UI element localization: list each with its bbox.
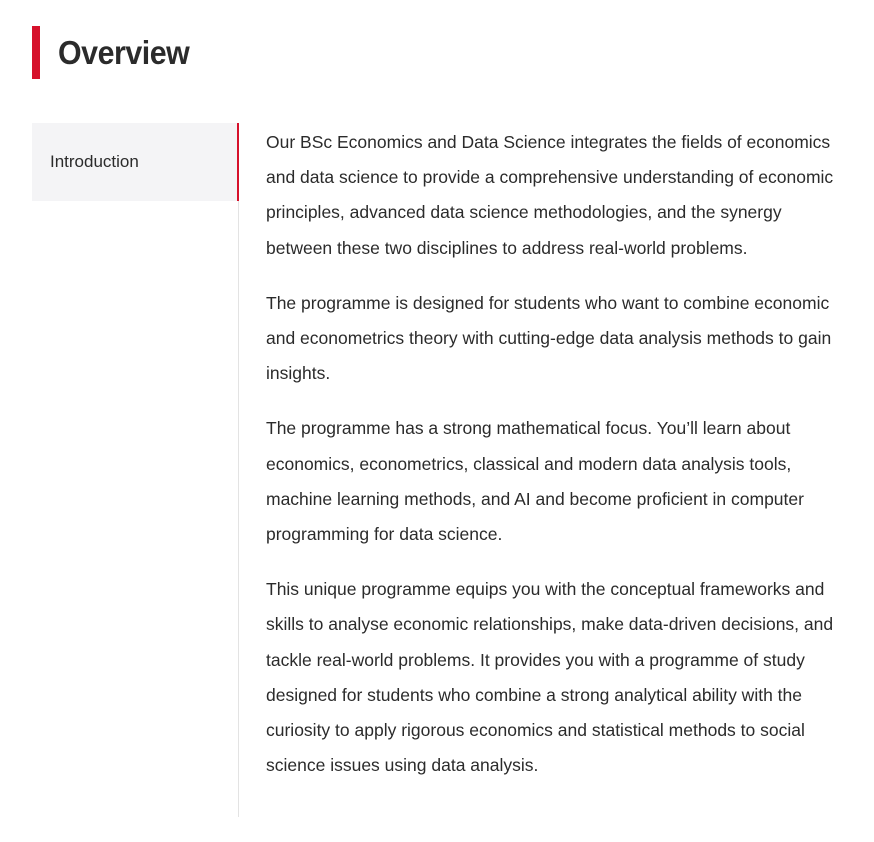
tab-introduction[interactable]: [32, 123, 238, 201]
intro-paragraph: The programme is designed for students who want to combine economic and econometrics theory with cutting-edge data analysis methods to gain insights.: [266, 292, 832, 384]
heading-accent-bar: [32, 26, 40, 79]
intro-paragraph: Our BSc Economics and Data Science integrates the fields of economics and data science to provide a comprehensive understanding of economic principles, advanced data science methodologies, and the synergy between these two disciplines to address real-world problems.: [266, 132, 834, 258]
page-title: Overview: [58, 34, 190, 71]
intro-paragraph: The programme has a strong mathematical focus. You’ll learn about economics, econometrics, classical and modern data analysis tools, machine learning methods, and AI and become proficient in computer programming for data science.: [266, 418, 804, 545]
intro-paragraph: This unique programme equips you with the conceptual frameworks and skills to analyse economic relationships, make data-driven decisions, and tackle real-world problems. It provides you with a programme of study designed for students who combine a strong analytical ability with the curiosity to apply rigorous economics and statistical methods to social science issues using data analysis.: [266, 579, 834, 776]
section-heading: [32, 26, 201, 79]
tabbed-content: [32, 123, 852, 817]
tab-introduction-label: Introduction: [50, 152, 139, 171]
tab-divider: [238, 123, 239, 817]
active-tab-indicator: [237, 123, 239, 201]
tab-panel-introduction: [266, 125, 852, 803]
tab-list: [32, 123, 238, 201]
